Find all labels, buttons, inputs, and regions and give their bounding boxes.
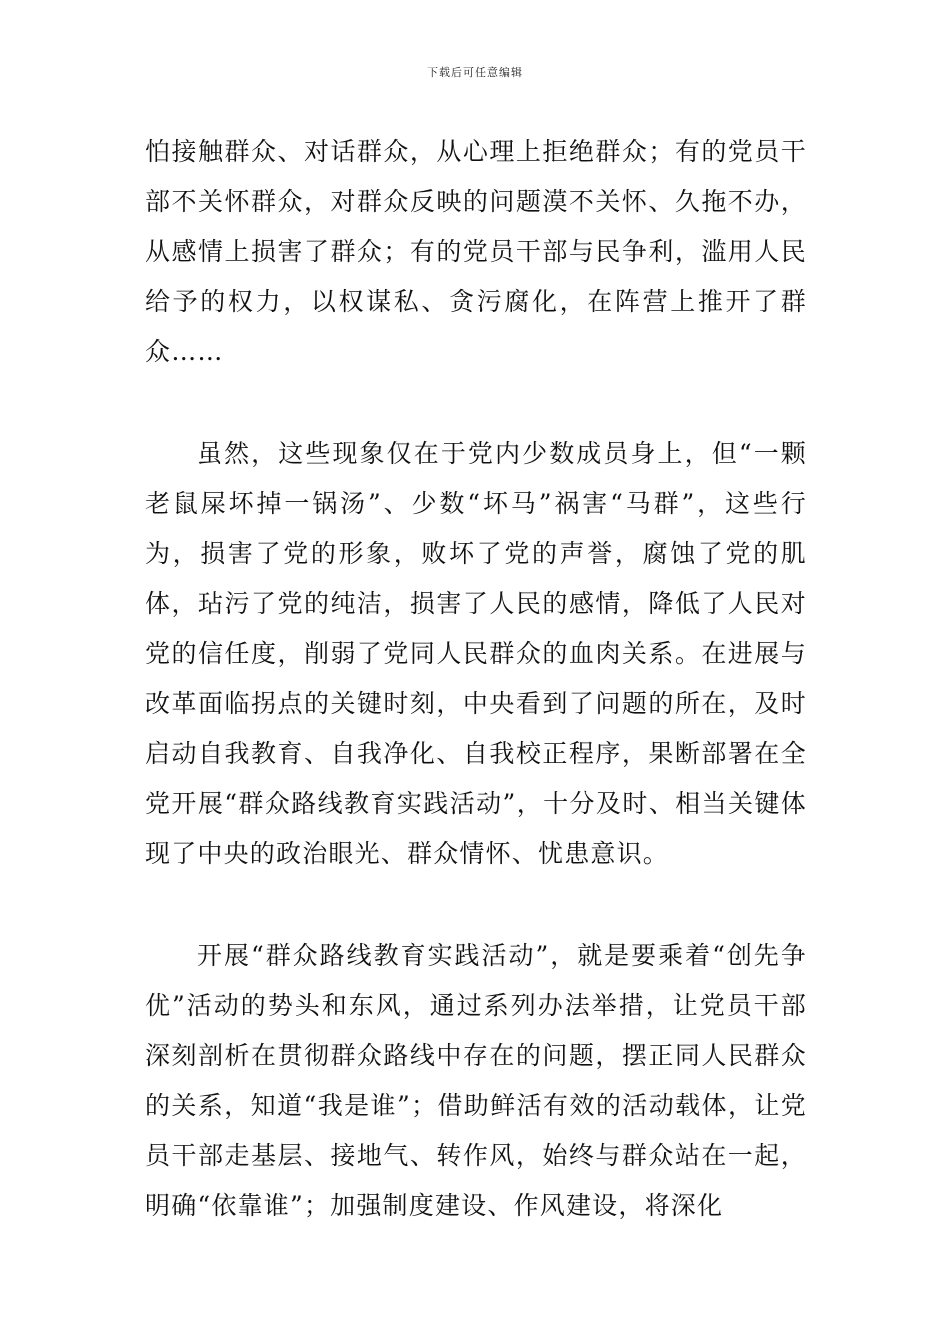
paragraph: 虽然，这些现象仅在于党内少数成员身上，但“一颗老鼠屎坏掉一锅汤”、少数“坏马”祸害“马群”，这些行为，损害了党的形象，败坏了党的声誉，腐蚀了党的肌体，玷污了党的纯洁，损害了人民的感情，降低了人民对党的信任度，削弱了党同人民群众的血肉关系。在进展与改革面临拐点的关键时刻，中央看到了问题的所在，及时启动自我教育、自我净化、自我校正程序，果断部署在全党开展“群众路线教育实践活动”，十分及时、相当关键体现了中央的政治眼光、群众情怀、忧患意识。 [145,439,807,868]
document-body [145,127,807,1231]
page-header: 下载后可任意编辑 [427,66,523,79]
paragraph: 怕接触群众、对话群众，从心理上拒绝群众；有的党员干部不关怀群众，对群众反映的问题漠不关怀、久拖不办，从感情上损害了群众；有的党员干部与民争利，滥用人民给予的权力，以权谋私、贪污腐化，在阵营上推开了群众…… [145,137,807,366]
paragraph: 开展“群众路线教育实践活动”，就是要乘着“创先争优”活动的势头和东风，通过系列办法举措，让党员干部深刻剖析在贯彻群众路线中存在的问题，摆正同人民群众的关系，知道“我是谁”；借助鲜活有效的活动载体，让党员干部走基层、接地气、转作风，始终与群众站在一起，明确“依靠谁”；加强制度建设、作风建设，将深化 [145,941,807,1220]
